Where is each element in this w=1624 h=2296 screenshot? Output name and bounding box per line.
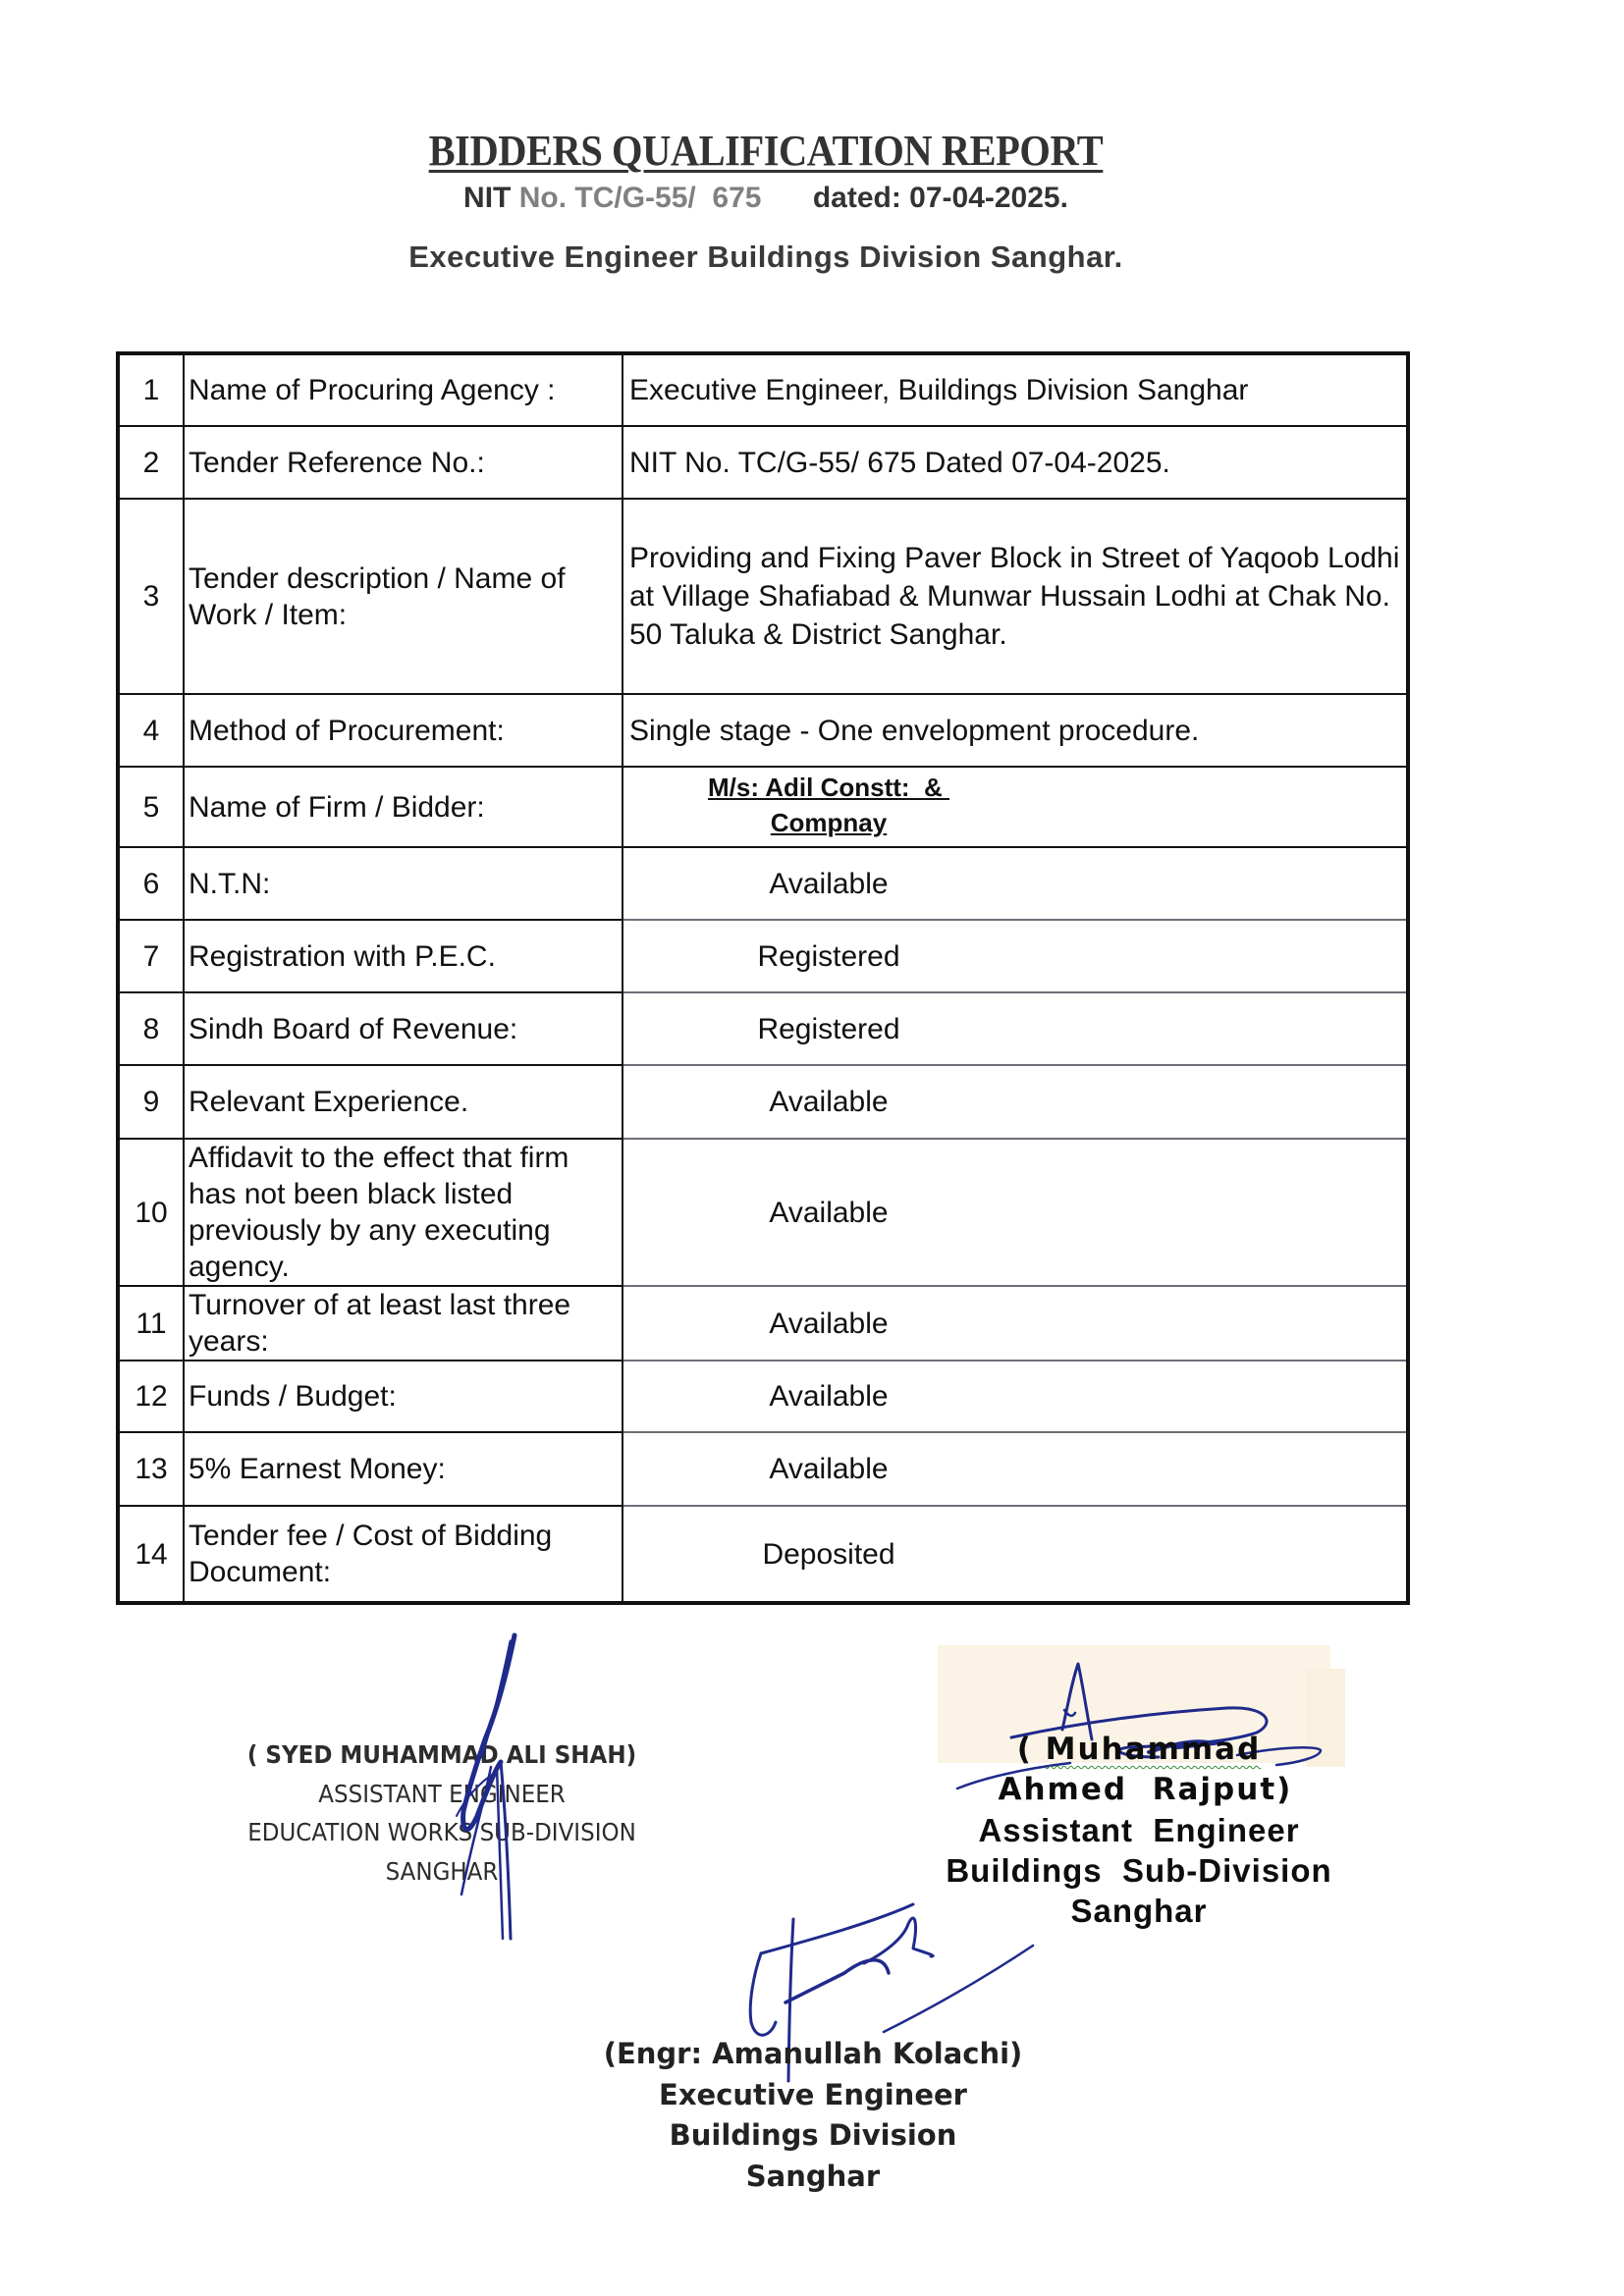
row-number: 11 <box>118 1286 184 1361</box>
status-value: Registered <box>757 1012 900 1045</box>
row-label: 5% Earnest Money: <box>184 1432 623 1506</box>
row-value: NIT No. TC/G-55/ 675 Dated 07-04-2025. <box>623 426 1408 499</box>
status-value: Available <box>769 1453 889 1485</box>
row-label: Funds / Budget: <box>184 1361 623 1432</box>
status-value: Available <box>769 1086 889 1118</box>
name-rest: Ahmed Rajput) <box>985 1772 1293 1807</box>
status-value: Available <box>769 1196 889 1229</box>
signatory-city: Sanghar <box>745 2159 881 2193</box>
row-label: Tender Reference No.: <box>184 426 623 499</box>
signatory-office: Buildings Division <box>669 2118 957 2152</box>
bidder-name-line1: M/s: Adil Constt: & <box>707 773 949 802</box>
row-value: Single stage - One envelopment procedure. <box>623 694 1408 767</box>
status-value: Available <box>769 1380 889 1413</box>
row-label: Affidavit to the effect that firm has not been black listed previously by any executing agency. <box>184 1139 623 1286</box>
name-first: Muhammad <box>1045 1732 1262 1767</box>
status-value: Deposited <box>762 1537 895 1571</box>
row-number: 9 <box>118 1065 184 1139</box>
row-number: 5 <box>118 767 184 847</box>
row-label: Turnover of at least last three years: <box>184 1286 623 1361</box>
status-value: Available <box>769 867 889 900</box>
row-label: Method of Procurement: <box>184 694 623 767</box>
row-number: 3 <box>118 499 184 694</box>
row-label: N.T.N: <box>184 847 623 920</box>
signatory-name: (Engr: Amanullah Kolachi) <box>603 2037 1023 2070</box>
office-heading: Executive Engineer Buildings Division Sanghar. <box>408 240 1123 274</box>
row-number: 13 <box>118 1432 184 1506</box>
report-title: BIDDERS QUALIFICATION REPORT <box>428 127 1104 175</box>
row-value: Providing and Fixing Paver Block in Street of Yaqoob Lodhi at Village Shafiabad & Munwar Hussain Lodhi at Chak No. 50 Taluka & District Sanghar. <box>623 499 1408 694</box>
row-number: 4 <box>118 694 184 767</box>
nit-prefix: NIT <box>463 182 512 214</box>
row-number: 6 <box>118 847 184 920</box>
row-label: Name of Firm / Bidder: <box>184 767 623 847</box>
signatory-office: Buildings Sub-Division <box>946 1852 1332 1889</box>
row-label: Tender description / Name of Work / Item: <box>184 499 623 694</box>
status-value: Registered <box>757 939 900 973</box>
nit-number: No. TC/G-55/ 675 <box>518 182 762 214</box>
name-open-paren: ( <box>1016 1732 1046 1767</box>
nit-date: dated: 07-04-2025. <box>812 182 1068 214</box>
row-number: 12 <box>118 1361 184 1432</box>
row-label: Name of Procuring Agency : <box>184 353 623 426</box>
row-label: Registration with P.E.C. <box>184 920 623 992</box>
status-value: Available <box>769 1307 889 1340</box>
row-value: Executive Engineer, Buildings Division Sanghar <box>623 353 1408 426</box>
row-label: Relevant Experience. <box>184 1065 623 1139</box>
bidder-name-line2: Compnay <box>770 808 888 837</box>
signatory-office: EDUCATION WORKS SUB-DIVISION <box>247 1818 636 1846</box>
signatory-city: Sanghar <box>1070 1893 1208 1929</box>
signatory-name: ( SYED MUHAMMAD ALI SHAH) <box>246 1740 637 1769</box>
signatory-designation: Executive Engineer <box>659 2077 967 2111</box>
row-number: 1 <box>118 353 184 426</box>
signatory-designation: ASSISTANT ENGINEER <box>318 1779 566 1808</box>
signatory-designation: Assistant Engineer <box>978 1812 1300 1848</box>
row-number: 2 <box>118 426 184 499</box>
row-label: Sindh Board of Revenue: <box>184 992 623 1065</box>
row-number: 14 <box>118 1506 184 1603</box>
row-label: Tender fee / Cost of Bidding Document: <box>184 1506 623 1603</box>
row-number: 8 <box>118 992 184 1065</box>
signatory-city: SANGHAR <box>385 1856 499 1886</box>
row-number: 7 <box>118 920 184 992</box>
row-number: 10 <box>118 1139 184 1286</box>
signature-block-bottom <box>568 2034 1058 2197</box>
